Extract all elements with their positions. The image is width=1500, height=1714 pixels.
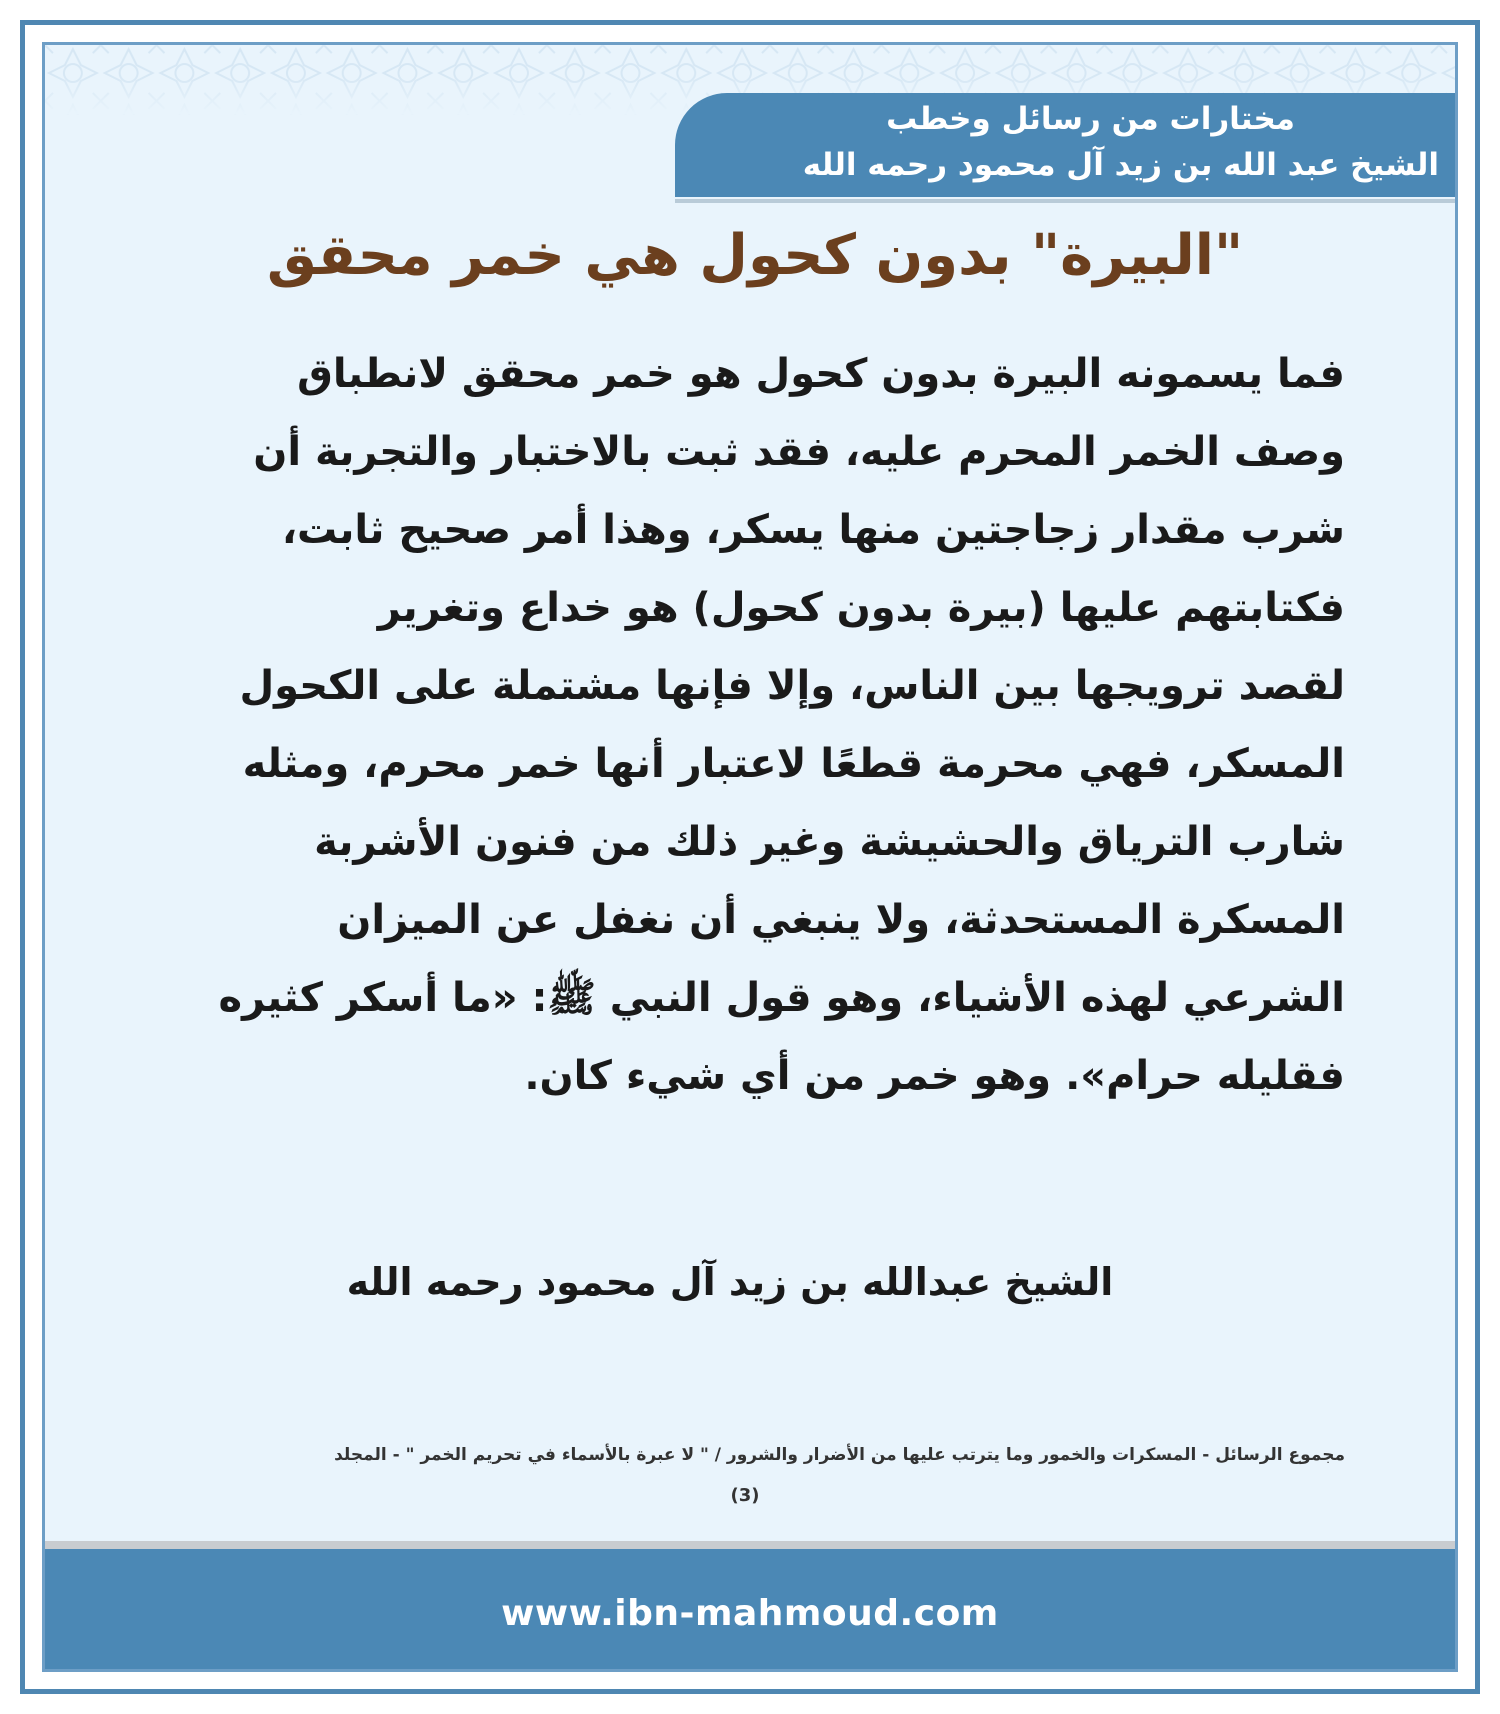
- header-banner: [675, 93, 1455, 197]
- footer-bar: [45, 1549, 1455, 1672]
- source-volume: (3): [730, 1485, 760, 1506]
- body-line: فما يسمونه البيرة بدون كحول هو خمر محقق لانطباق: [297, 351, 1345, 397]
- body-line: وصف الخمر المحرم عليه، فقد ثبت بالاختبار والتجربة أن: [253, 429, 1345, 475]
- content-card: [42, 42, 1458, 1672]
- body-line: فكتابتهم عليها (بيرة بدون كحول) هو خداع وتغرير: [377, 585, 1345, 631]
- body-line: فقليله حرام». وهو خمر من أي شيء كان.: [524, 1053, 1345, 1099]
- source-citation: مجموع الرسائل - المسكرات والخمور وما يترتب عليها من الأضرار والشرور / " لا عبرة بالأسماء في تحريم الخمر " - المجلد: [334, 1445, 1345, 1465]
- page-title: "البيرة" بدون كحول هي خمر محقق: [266, 223, 1244, 288]
- header-underline: [675, 199, 1455, 203]
- body-line: لقصد ترويجها بين الناس، وإلا فإنها مشتملة على الكحول: [239, 663, 1345, 709]
- body-line: المسكرة المستحدثة، ولا ينبغي أن نغفل عن الميزان: [337, 897, 1345, 943]
- header-series-title: مختارات من رسائل وخطب: [886, 101, 1295, 137]
- body-line: شرب مقدار زجاجتين منها يسكر، وهذا أمر صحيح ثابت،: [281, 507, 1345, 553]
- body-paragraph: [145, 335, 1345, 1115]
- body-line: الشرعي لهذه الأشياء، وهو قول النبي ﷺ: «ما أسكر كثيره: [218, 975, 1345, 1021]
- body-line: المسكر، فهي محرمة قطعًا لاعتبار أنها خمر محرم، ومثله: [242, 741, 1345, 787]
- body-line: شارب الترياق والحشيشة وغير ذلك من فنون الأشربة: [314, 819, 1345, 865]
- footer-divider: [45, 1541, 1455, 1549]
- header-author-name: الشيخ عبد الله بن زيد آل محمود رحمه الله: [802, 147, 1439, 183]
- author-signature: الشيخ عبدالله بن زيد آل محمود رحمه الله: [346, 1260, 1114, 1304]
- website-link[interactable]: www.ibn-mahmoud.com: [501, 1593, 999, 1634]
